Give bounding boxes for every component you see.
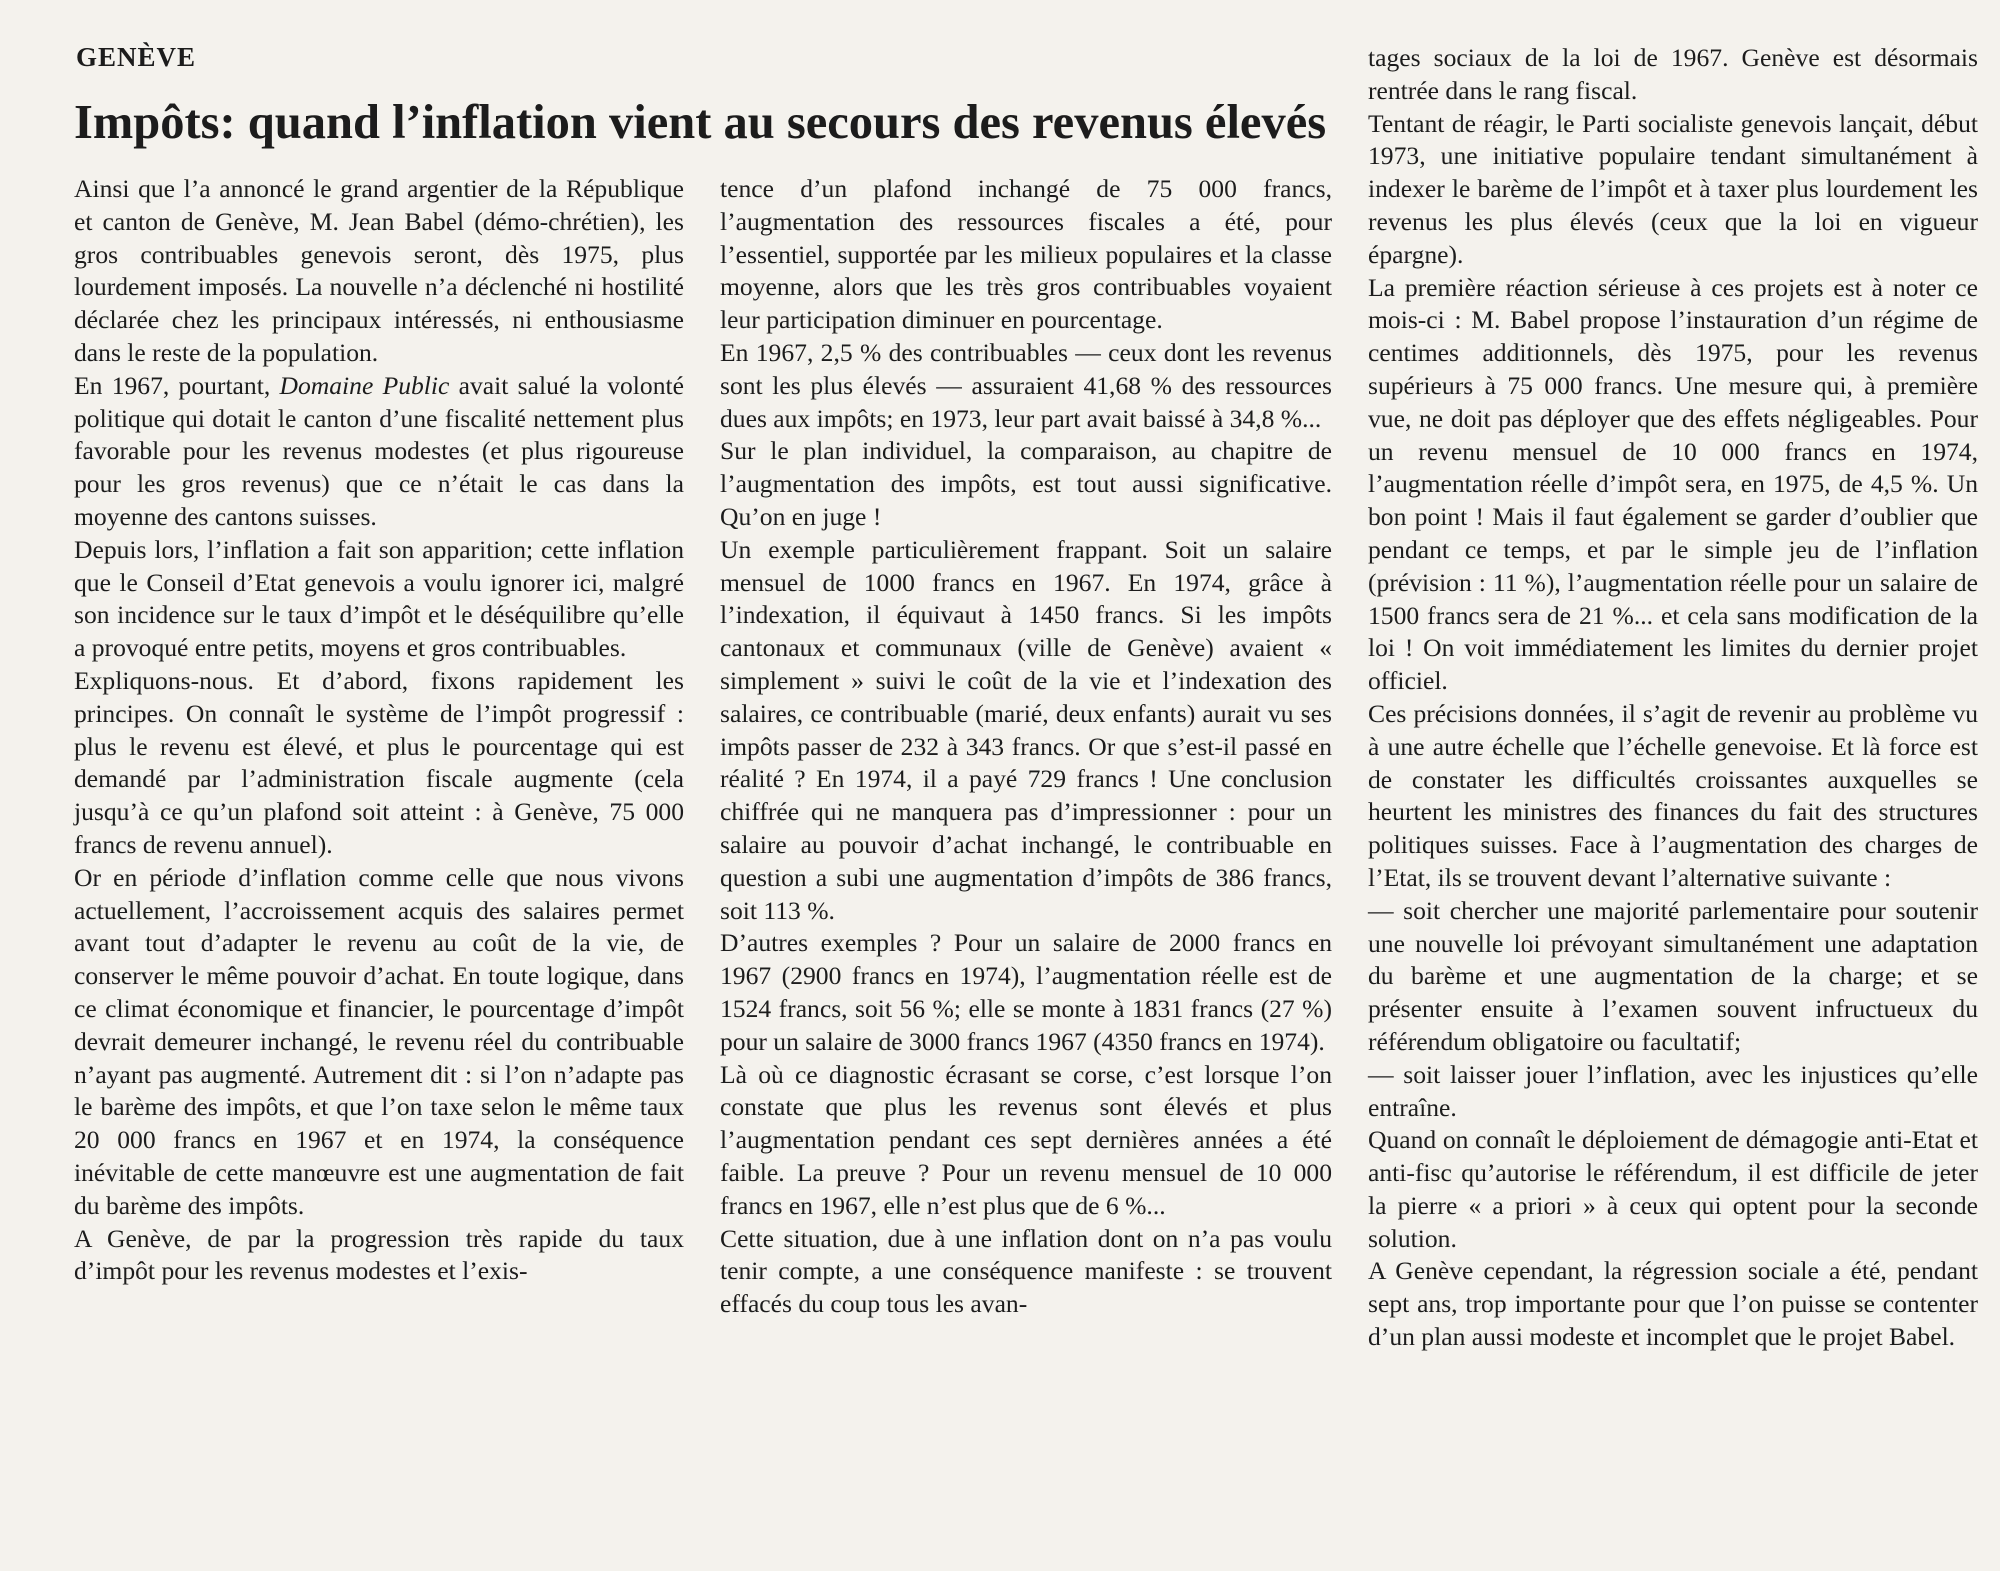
text-run: avait salué la volonté politique qui dotait le canton d’une fiscalité nettement plus favorable pour les revenus modestes (et plus rigoureuse pour les gros revenus) que ce n’était le cas dans la moyenne des cantons suisses. (74, 370, 684, 531)
paragraph: A Genève, de par la progression très rapide du taux d’impôt pour les revenus modestes et l’exis- (74, 1223, 684, 1286)
paragraph (74, 370, 684, 534)
paragraph: Or en période d’inflation comme celle que nous vivons actuellement, l’accroissement acquis des salaires permet avant tout d’adapter le revenu au coût de la vie, de conserver le même pouvoir d’achat. En toute logique, dans ce climat économique et financier, le pourcentage d’impôt devrait demeurer inchangé, le revenu réel du contribuable n’ayant pas augmenté. Autrement dit : si l’on n’adapte pas le barème des impôts, et que l’on taxe selon le même taux 20 000 francs en 1967 et en 1974, la conséquence inévitable de cette manœuvre est une augmentation de fait du barème des impôts. (74, 862, 684, 1220)
section-label: GENÈVE (76, 42, 197, 72)
paragraph: Cette situation, due à une inflation dont on n’a pas voulu tenir compte, a une conséquence manifeste : se trouvent effacés du coup tous les avan- (720, 1223, 1332, 1319)
paragraph: Un exemple particulièrement frappant. Soit un salaire mensuel de 1000 francs en 1967. En 1974, grâce à l’indexation, il équivaut à 1450 francs. Si les impôts cantonaux et communaux (ville de Genève) avaient « simplement » suivi le coût de la vie et l’indexation des salaires, ce contribuable (marié, deux enfants) aurait vu ses impôts passer de 232 à 343 francs. Or que s’est-il passé en réalité ? En 1974, il a payé 729 francs ! Une conclusion chiffrée qui ne manquera pas d’impressionner : pour un salaire au pouvoir d’achat inchangé, le contribuable en question a subi une augmentation d’impôts de 386 francs, soit 113 %. (720, 534, 1332, 925)
paragraph: Là où ce diagnostic écrasant se corse, c’est lorsque l’on constate que plus les revenus sont élevés et plus l’augmentation pendant ces sept dernières années a été faible. La preuve ? Pour un revenu mensuel de 10 000 francs en 1967, elle n’est plus que de 6 %... (720, 1059, 1332, 1220)
paragraph: — soit laisser jouer l’inflation, avec les injustices qu’elle entraîne. (1368, 1059, 1978, 1122)
column-3 (1368, 42, 1978, 1354)
column-1 (74, 173, 684, 1288)
paragraph: Ces précisions données, il s’agit de revenir au problème vu à une autre échelle que l’échelle genevoise. Et là force est de constater les difficultés croissantes auxquelles se heurtent les ministres des finances du fait des structures politiques suisses. Face à l’augmentation des charges de l’Etat, ils se trouvent devant l’alternative suivante : (1368, 698, 1978, 892)
paragraph: D’autres exemples ? Pour un salaire de 2000 francs en 1967 (2900 francs en 1974), l’augmentation réelle est de 1524 francs, soit 56 %; elle se monte à 1831 francs (27 %) pour un salaire de 3000 francs 1967 (4350 francs en 1974). (720, 928, 1332, 1056)
paragraph: tages sociaux de la loi de 1967. Genève est désormais rentrée dans le rang fiscal. (1368, 43, 1978, 105)
paragraph: — soit chercher une majorité parlementaire pour soutenir une nouvelle loi prévoyant simultanément une adaptation du barème et une augmentation de la charge; et se présenter ensuite à l’examen souvent infructueux du référendum obligatoire ou facultatif; (1368, 895, 1978, 1056)
paragraph: tence d’un plafond inchangé de 75 000 francs, l’augmentation des ressources fiscales a été, pour l’essentiel, supportée par les milieux populaires et la classe moyenne, alors que les très gros contribuables voyaient leur participation diminuer en pourcentage. (720, 174, 1332, 335)
paragraph: Depuis lors, l’inflation a fait son apparition; cette inflation que le Conseil d’Etat genevois a voulu ignorer ici, malgré son incidence sur le taux d’impôt et le déséquilibre qu’elle a provoqué entre petits, moyens et gros contribuables. (74, 534, 684, 663)
publication-name: Domaine Public (279, 370, 450, 400)
paragraph: Expliquons-nous. Et d’abord, fixons rapidement les principes. On connaît le système de l’impôt progressif : plus le revenu est élevé, et plus le pourcentage qui est demandé par l’administration fiscale augmente (cela jusqu’à ce qu’un plafond soit atteint : à Genève, 75 000 francs de revenu annuel). (74, 665, 684, 859)
paragraph: A Genève cependant, la régression sociale a été, pendant sept ans, trop importante pour que l’on puisse se contenter d’un plan aussi modeste et incomplet que le projet Babel. (1368, 1256, 1978, 1352)
paragraph: En 1967, 2,5 % des contribuables — ceux dont les revenus sont les plus élevés — assuraient 41,68 % des ressources dues aux impôts; en 1973, leur part avait baissé à 34,8 %... (720, 337, 1332, 433)
paragraph: Ainsi que l’a annoncé le grand argentier de la République et canton de Genève, M. Jean Babel (démo-chrétien), les gros contribuables genevois seront, dès 1975, plus lourdement imposés. La nouvelle n’a déclenché ni hostilité déclarée chez les principaux intéressés, ni enthousiasme dans le reste de la population. (74, 174, 684, 367)
paragraph: La première réaction sérieuse à ces projets est à noter ce mois-ci : M. Babel propose l’instauration d’un régime de centimes additionnels, dès 1975, pour les revenus supérieurs à 75 000 francs. Une mesure qui, à première vue, ne doit pas déployer que des effets négligeables. Pour un revenu mensuel de 10 000 francs en 1974, l’augmentation réelle d’impôt sera, en 1975, de 4,5 %. Un bon point ! Mais il faut également se garder d’oublier que pendant ce temps, et par le simple jeu de l’inflation (prévision : 11 %), l’augmentation réelle pour un salaire de 1500 francs sera de 21 %... et cela sans modification de la loi ! On voit immédiatement les limites du dernier projet officiel. (1368, 272, 1978, 696)
column-2 (720, 173, 1332, 1321)
paragraph: Tentant de réagir, le Parti socialiste genevois lançait, début 1973, une initiative populaire tendant simultanément à indexer le barème de l’impôt et à taxer plus lourdement les revenus les plus élevés (ceux que la loi en vigueur épargne). (1368, 108, 1978, 269)
paragraph: Quand on connaît le déploiement de démagogie anti-Etat et anti-fisc qu’autorise le référendum, il est difficile de jeter la pierre « a priori » à ceux qui optent pour la seconde solution. (1368, 1125, 1978, 1253)
headline: Impôts: quand l’inflation vient au secours des revenus élevés (74, 96, 1327, 149)
text-run: En 1967, pourtant, (74, 370, 280, 400)
paragraph: Sur le plan individuel, la comparaison, au chapitre de l’augmentation des impôts, est tout aussi significative. Qu’on en juge ! (720, 436, 1332, 531)
